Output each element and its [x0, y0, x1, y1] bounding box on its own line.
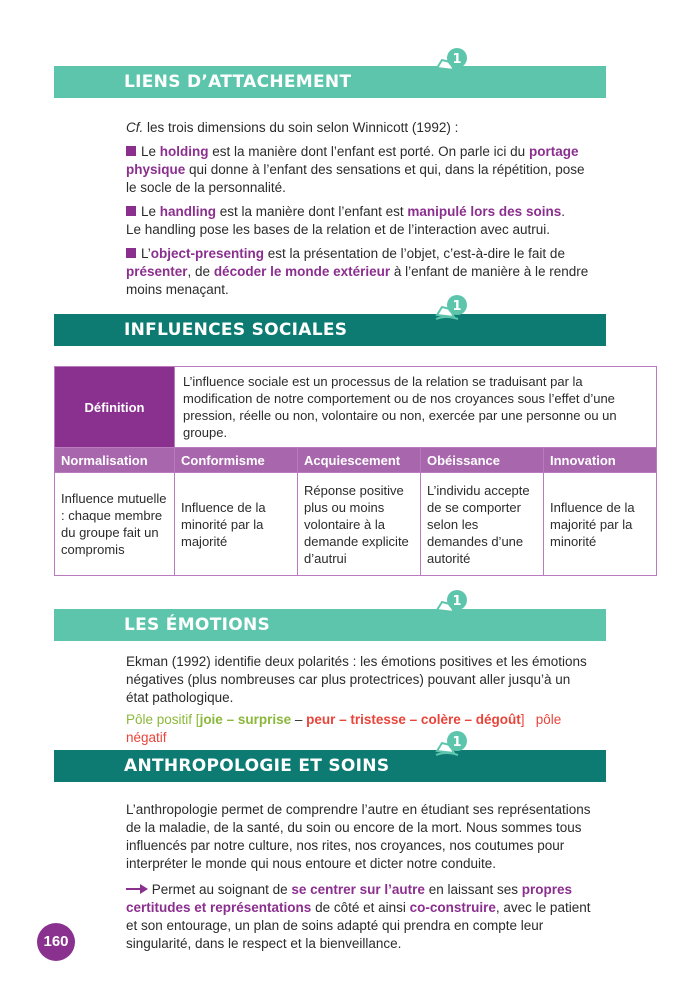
- negative-emotions: peur – tristesse – colère – dégoût: [306, 712, 521, 727]
- table-row: [55, 473, 657, 576]
- influences-table: [54, 366, 657, 576]
- definition-text: L’influence sociale est un processus de la relation se traduisant par la modification de notre comportement ou de nos croyances sous l’effet d’une pression, réelle ou non, volontaire ou non, exercée par une personne ou un groupe.: [175, 367, 657, 448]
- term-presenter: présenter: [126, 264, 188, 279]
- attachement-text: [126, 119, 596, 305]
- arrow-right-icon: [126, 884, 148, 894]
- table-cell: Influence de la minorité par la majorité: [175, 473, 298, 576]
- level-1-icon: [434, 588, 468, 618]
- badge-number: 1: [452, 52, 462, 67]
- table-cell: Influence de la majorité par la minorité: [544, 473, 657, 576]
- term-decoder: décoder le monde extérieur: [213, 264, 391, 279]
- emotions-text: [126, 653, 596, 753]
- column-header: Acquiescement: [298, 448, 421, 473]
- table-cell: Réponse positive plus ou moins volontaire à la demande explicite d’autrui: [298, 473, 421, 576]
- term-co-construire: co-construire: [409, 900, 496, 915]
- section-header-emotions: [54, 609, 606, 641]
- term-holding: holding: [159, 144, 209, 159]
- section-title: LES ÉMOTIONS: [124, 615, 271, 635]
- column-header: Obéissance: [421, 448, 544, 473]
- bullet-object-presenting: L’object-presenting est la présentation de l’objet, c’est-à-dire le fait de présenter, de décoder le monde extérieur à l’enfant de manière à le rendre moins menaçant.: [126, 246, 589, 297]
- section-title: LIENS D’ATTACHEMENT: [124, 72, 352, 92]
- emotions-paragraph: Ekman (1992) identifie deux polarités : les émotions positives et les émotions négatives (plus nombreuses car plus protectrices) pouvant aller jusqu’à un état pathologique.: [126, 654, 587, 705]
- term-manipule: manipulé lors des soins: [407, 204, 562, 219]
- badge-number: 1: [452, 299, 462, 314]
- badge-number: 1: [452, 735, 462, 750]
- definition-row: [55, 367, 657, 448]
- column-header: Conformisme: [175, 448, 298, 473]
- bullet-holding: Le holding est la manière dont l’enfant est porté. On parle ici du portage physique qui donne à l’enfant des sensations et qui, dans la répétition, pose le socle de la personnalité.: [126, 144, 585, 195]
- negative-pole-label: pôle négatif: [126, 712, 562, 745]
- anthropologie-paragraph: L’anthropologie permet de comprendre l’autre en étudiant ses représentations de la maladie, de la santé, du soin ou encore de la mort. Nous sommes tous influencés par notre culture, nos rites, nos croyances, nos coutumes pour interpréter le monde qui nous entoure et dicter notre conduite.: [126, 802, 591, 871]
- positive-pole-label: Pôle positif: [126, 712, 193, 727]
- table-cell: Influence mutuelle : chaque membre du groupe fait un compromis: [55, 473, 175, 576]
- term-certitudes: propres certitudes et représentations: [126, 882, 573, 915]
- emotion-scale: Pôle positif [joie – surprise – peur – tristesse – colère – dégoût] pôle négatif: [126, 712, 562, 745]
- anthropologie-text: [126, 801, 596, 959]
- section-title: ANTHROPOLOGIE ET SOINS: [124, 756, 390, 776]
- intro-text: les trois dimensions du soin selon Winnicott (1992) :: [143, 120, 459, 135]
- badge-number: 1: [452, 594, 462, 609]
- definition-label: Définition: [55, 367, 175, 448]
- level-1-icon: [434, 729, 468, 759]
- square-bullet-icon: [126, 146, 136, 156]
- level-1-icon: [434, 293, 468, 323]
- table-cell: L’individu accepte de se comporter selon les demandes d’une autorité: [421, 473, 544, 576]
- column-header: Normalisation: [55, 448, 175, 473]
- section-header-anthropologie: [54, 750, 606, 782]
- column-header: Innovation: [544, 448, 657, 473]
- square-bullet-icon: [126, 206, 136, 216]
- level-1-icon: [434, 46, 468, 76]
- section-header-influences: [54, 314, 606, 346]
- table-header-row: [55, 448, 657, 473]
- anthropologie-arrow-point: Permet au soignant de se centrer sur l’autre en laissant ses propres certitudes et représentations de côté et ainsi co-construire, avec le patient et son entourage, un plan de soins adapté qui prendra en compte leur singularité, dans le respect et la bienveillance.: [126, 882, 591, 951]
- term-portage: portage physique: [126, 144, 579, 177]
- section-title: INFLUENCES SOCIALES: [124, 320, 348, 340]
- bullet-handling: Le handling est la manière dont l’enfant est manipulé lors des soins. Le handling pose les bases de la relation et de l’interaction avec autrui.: [126, 204, 565, 237]
- term-handling: handling: [159, 204, 217, 219]
- cf-label: Cf.: [126, 120, 144, 135]
- page-number: 160: [37, 923, 75, 961]
- positive-emotions: joie – surprise: [199, 712, 292, 727]
- attachement-intro: [126, 119, 596, 137]
- section-header-attachement: [54, 66, 606, 98]
- square-bullet-icon: [126, 248, 136, 258]
- term-centrer: se centrer sur l’autre: [291, 882, 425, 897]
- term-object-presenting: object-presenting: [150, 246, 265, 261]
